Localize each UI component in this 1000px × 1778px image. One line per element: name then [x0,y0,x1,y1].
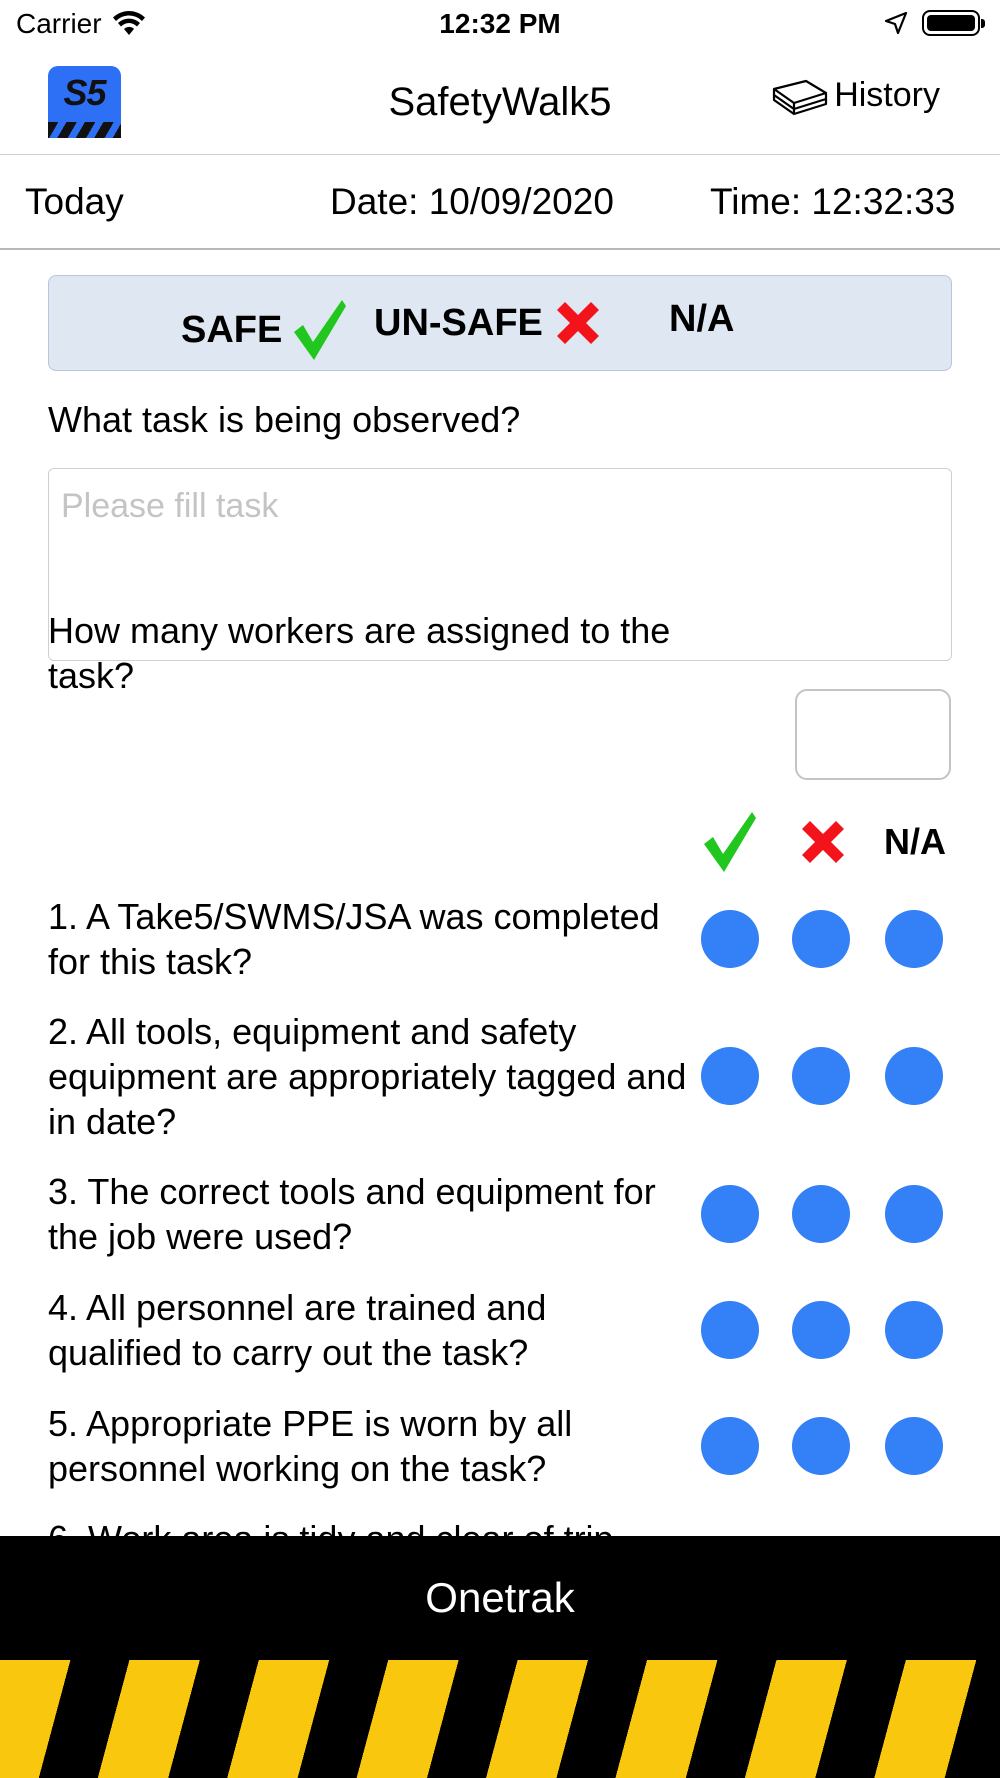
status-right [884,10,980,36]
q2-na-radio[interactable] [885,1047,943,1105]
q1-na-radio[interactable] [885,910,943,968]
cross-icon [798,817,848,867]
location-arrow-icon [884,11,908,35]
legend-na [669,298,734,341]
q5-unsafe-radio[interactable] [792,1417,850,1475]
cross-icon [553,298,603,348]
q4-unsafe-radio[interactable] [792,1301,850,1359]
legend-safe-label: SAFE [181,308,283,351]
page-title: SafetyWalk5 [388,80,612,124]
q3-na-radio[interactable] [885,1185,943,1243]
carrier-label: Carrier [16,8,102,39]
time-label: Time: 12:32:33 [710,181,956,222]
carrier-indicator [16,8,146,40]
q1-safe-radio[interactable] [701,910,759,968]
column-na-header: N/A [884,821,946,862]
legend-safe [181,298,348,362]
task-question: What task is being observed? [48,399,521,440]
nav-bar [0,50,1000,155]
workers-count-input[interactable] [795,689,951,780]
workers-question: How many workers are assigned to the task? [48,610,671,696]
status-bar [0,0,1000,50]
date-row [0,157,1000,250]
q5-safe-radio[interactable] [701,1417,759,1475]
q2-unsafe-radio[interactable] [792,1047,850,1105]
q3-safe-radio[interactable] [701,1185,759,1243]
q1-unsafe-radio[interactable] [792,910,850,968]
wifi-icon [112,11,146,37]
app-logo [48,66,121,138]
column-safe-header [700,807,760,877]
logo-text: S5 [63,72,106,113]
q4-safe-radio[interactable] [701,1301,759,1359]
status-time: 12:32 PM [439,8,561,39]
date-label: Date: 10/09/2020 [330,181,614,222]
battery-icon [922,10,980,36]
q2-safe-radio[interactable] [701,1047,759,1105]
today-label: Today [25,181,124,222]
legend-banner [48,275,952,371]
history-label: History [834,75,940,114]
question-4: 4. All personnel are trained and qualified to carry out the task? [48,1287,547,1373]
logo-stripes [48,122,121,138]
q5-na-radio[interactable] [885,1417,943,1475]
question-5: 5. Appropriate PPE is worn by all personnel working on the task? [48,1403,573,1489]
footer-banner [0,1536,1000,1778]
legend-unsafe [374,298,603,348]
q4-na-radio[interactable] [885,1301,943,1359]
legend-unsafe-label: UN-SAFE [374,301,543,344]
form-content[interactable] [0,252,1000,1536]
legend-na-label: N/A [669,298,735,340]
stack-of-papers-icon [770,75,830,115]
footer-brand: Onetrak [425,1574,575,1621]
q3-unsafe-radio[interactable] [792,1185,850,1243]
checkmark-icon [292,298,348,362]
question-1: 1. A Take5/SWMS/JSA was completed for this task? [48,896,660,982]
hazard-stripes [0,1660,1000,1778]
history-button[interactable] [770,75,940,115]
question-2: 2. All tools, equipment and safety equipment are appropriately tagged and in date? [48,1011,687,1142]
question-3: 3. The correct tools and equipment for the job were used? [48,1171,656,1257]
checkmark-icon [702,810,758,874]
column-unsafe-header [795,807,850,877]
